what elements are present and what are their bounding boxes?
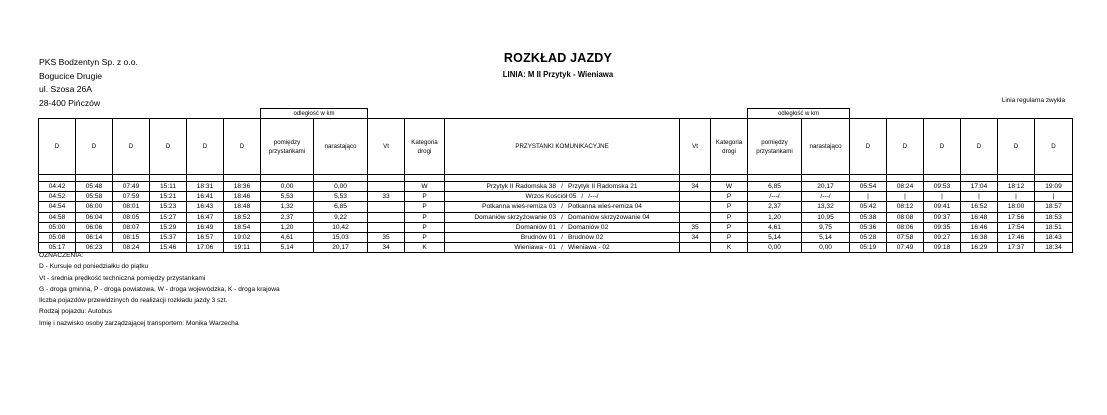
departure-time-outbound: 04:42 (39, 182, 76, 192)
stop-name-return: Domaniów 02 (567, 223, 609, 231)
stop-name-return: Przytyk II Radomska 21 (567, 183, 638, 191)
course-header: D (961, 119, 998, 175)
distance-cumulative-outbound: 10,42 (314, 222, 368, 232)
stop-name-outbound: Przytyk II Radomska 38 (486, 183, 557, 191)
departure-time-return: 08:12 (887, 202, 924, 212)
header-gap-row (39, 175, 1073, 182)
stops-header: PRZYSTANKI KOMUNIKACYJNE (445, 119, 680, 175)
speed-return (680, 192, 711, 202)
departure-time-return: 18:12 (998, 182, 1035, 192)
departure-time-outbound: 18:52 (224, 212, 261, 222)
departure-time-return: | (998, 192, 1035, 202)
table-row (39, 202, 1073, 212)
between-stops-header-left: pomiędzy przystankami (261, 119, 314, 175)
departure-time-return: 18:43 (1035, 232, 1073, 242)
stop-name-outbound: Domaniów skrzyżowanie 03 (474, 213, 557, 221)
departure-time-outbound: 08:07 (113, 222, 150, 232)
departure-time-return: 17:46 (998, 232, 1035, 242)
road-category-return: P (711, 202, 748, 212)
departure-time-outbound: 18:46 (224, 192, 261, 202)
timetable-body (39, 182, 1073, 253)
note-line: G - droga gminna, P - droga powiatowa, W - droga wojewódzka, K - droga krajowa (39, 285, 280, 293)
course-header: D (887, 119, 924, 175)
departure-time-return: 16:38 (961, 232, 998, 242)
stop-name-return: Domaniów skrzyżowanie 04 (567, 213, 650, 221)
departure-time-outbound: 04:54 (39, 202, 76, 212)
stop-name-outbound: Wrzos Kościół 05 (525, 193, 577, 201)
speed-outbound (368, 222, 405, 232)
road-category-outbound: P (405, 222, 445, 232)
table-row (39, 182, 1073, 192)
course-header: D (1035, 119, 1073, 175)
departure-time-return: 07:58 (887, 232, 924, 242)
stop-name-outbound: Wieniawa - 01 (514, 244, 557, 252)
departure-time-outbound: 06:23 (76, 243, 113, 253)
departure-time-return: 05:36 (850, 222, 887, 232)
distance-cumulative-outbound: 15,03 (314, 232, 368, 242)
stop-separator: / (561, 244, 563, 252)
stop-name-outbound: Potkanna wieś-remiza 03 (482, 203, 557, 211)
between-stops-header-right: pomiędzy przystankami (748, 119, 802, 175)
stop-cell (445, 232, 680, 242)
distance-cumulative-outbound: 9,22 (314, 212, 368, 222)
speed-return (680, 243, 711, 253)
distance-cumulative-outbound: 6,85 (314, 202, 368, 212)
road-category-return: K (711, 243, 748, 253)
distance-between-return: 4,61 (748, 222, 802, 232)
departure-time-return: | (961, 192, 998, 202)
distance-between-outbound: 1,32 (261, 202, 314, 212)
departure-time-return: 09:27 (924, 232, 961, 242)
header-row-main (39, 119, 1073, 175)
stop-name-return: Brudnów 02 (567, 234, 604, 242)
departure-time-return: | (924, 192, 961, 202)
departure-time-return: | (887, 192, 924, 202)
stop-separator: / (561, 203, 563, 211)
course-header: D (39, 119, 76, 175)
departure-time-outbound: 18:31 (187, 182, 224, 192)
distance-cumulative-return: 9,75 (802, 222, 850, 232)
departure-time-outbound: 15:46 (150, 243, 187, 253)
distance-cumulative-return: 20,17 (802, 182, 850, 192)
departure-time-outbound: 15:11 (150, 182, 187, 192)
departure-time-outbound: 04:58 (39, 212, 76, 222)
departure-time-return: 08:08 (887, 212, 924, 222)
departure-time-return: | (850, 192, 887, 202)
departure-time-outbound: 06:04 (76, 212, 113, 222)
departure-time-outbound: 08:01 (113, 202, 150, 212)
speed-outbound: 34 (368, 243, 405, 253)
departure-time-outbound: 15:37 (150, 232, 187, 242)
departure-time-outbound: 06:00 (76, 202, 113, 212)
road-category-header-left: Kategoria drogi (405, 119, 445, 175)
road-category-return: P (711, 232, 748, 242)
road-category-return: P (711, 192, 748, 202)
departure-time-outbound: 05:48 (76, 182, 113, 192)
company-info (39, 56, 138, 110)
course-header: D (850, 119, 887, 175)
departure-time-outbound: 19:02 (224, 232, 261, 242)
departure-time-return: 05:28 (850, 232, 887, 242)
departure-time-return: 07:49 (887, 243, 924, 253)
departure-time-return: 09:35 (924, 222, 961, 232)
departure-time-outbound: 05:08 (39, 232, 76, 242)
departure-time-return: 08:24 (887, 182, 924, 192)
departure-time-return: 09:37 (924, 212, 961, 222)
speed-return: 35 (680, 222, 711, 232)
speed-outbound: 35 (368, 232, 405, 242)
distance-group-header-right: odległość w km (748, 109, 850, 119)
departure-time-return: 05:19 (850, 243, 887, 253)
departure-time-return: 18:57 (1035, 202, 1073, 212)
course-header: D (224, 119, 261, 175)
departure-time-outbound: 07:59 (113, 192, 150, 202)
departure-time-outbound: 06:14 (76, 232, 113, 242)
distance-cumulative-return: 13,32 (802, 202, 850, 212)
departure-time-return: 17:54 (998, 222, 1035, 232)
departure-time-return: 17:56 (998, 212, 1035, 222)
departure-time-outbound: 06:06 (76, 222, 113, 232)
header-row-distance (39, 109, 1073, 119)
company-address-line1: Bogucice Drugie (39, 70, 103, 81)
vt-header-left: Vt (368, 119, 405, 175)
distance-between-outbound: 1,20 (261, 222, 314, 232)
departure-time-outbound: 16:43 (187, 202, 224, 212)
distance-between-outbound: 5,53 (261, 192, 314, 202)
distance-between-outbound: 2,37 (261, 212, 314, 222)
stop-cell (445, 212, 680, 222)
road-category-return: P (711, 212, 748, 222)
note-line: D - Kursuje od poniedziałku do piątku (39, 263, 149, 271)
notes-heading: OZNACZENIA: (39, 252, 84, 259)
departure-time-outbound: 15:27 (150, 212, 187, 222)
distance-between-outbound: 4,61 (261, 232, 314, 242)
stop-cell (445, 243, 680, 253)
distance-cumulative-return: 0,00 (802, 243, 850, 253)
speed-return: 34 (680, 182, 711, 192)
road-category-header-right: Kategoria drogi (711, 119, 748, 175)
table-row (39, 232, 1073, 242)
company-address-line2: ul. Szosa 26A (39, 84, 93, 95)
distance-between-return: 6,85 (748, 182, 802, 192)
road-category-outbound: P (405, 202, 445, 212)
stop-name-return: Potkanna wieś-remiza 04 (567, 203, 642, 211)
road-category-return: W (711, 182, 748, 192)
road-category-outbound: P (405, 212, 445, 222)
departure-time-outbound: 08:24 (113, 243, 150, 253)
stop-separator: / (561, 213, 563, 221)
stop-name-outbound: Domaniów 01 (515, 223, 557, 231)
title-block (400, 51, 716, 79)
departure-time-outbound: 18:36 (224, 182, 261, 192)
table-row (39, 192, 1073, 202)
departure-time-outbound: 19:11 (224, 243, 261, 253)
stop-separator: / (581, 193, 584, 201)
notes (39, 250, 280, 329)
speed-return (680, 202, 711, 212)
page-subtitle: LINIA: M II Przytyk - Wieniawa (502, 70, 614, 79)
note-line: Rodzaj pojazdu: Autobus (39, 308, 112, 316)
course-header: D (150, 119, 187, 175)
table-row (39, 222, 1073, 232)
departure-time-return: 18:34 (1035, 243, 1073, 253)
stop-name-return: /---/ (588, 193, 599, 201)
departure-time-return: 09:41 (924, 202, 961, 212)
stop-name-return: Wieniawa - 02 (567, 244, 610, 252)
course-header: D (998, 119, 1035, 175)
vt-header-right: Vt (680, 119, 711, 175)
departure-time-return: 16:46 (961, 222, 998, 232)
note-line: Ilczba pojazdów przewidzinych do realizacji rozkładu jazdy 3 szt. (39, 297, 228, 305)
departure-time-outbound: 08:15 (113, 232, 150, 242)
departure-time-outbound: 16:47 (187, 212, 224, 222)
departure-time-outbound: 18:54 (224, 222, 261, 232)
note-line: Imię i nazwisko osoby zarządzającej transportem: Monika Warzecha (39, 319, 239, 327)
company-name: PKS Bodzentyn Sp. z o.o. (39, 57, 138, 67)
page-title: ROZKŁAD JAZDY (503, 51, 613, 65)
speed-return (680, 212, 711, 222)
departure-time-return: | (1035, 192, 1073, 202)
speed-outbound (368, 182, 405, 192)
departure-time-return: 16:29 (961, 243, 998, 253)
departure-time-return: 18:00 (998, 202, 1035, 212)
departure-time-return: 09:18 (924, 243, 961, 253)
departure-time-outbound: 16:57 (187, 232, 224, 242)
departure-time-outbound: 05:58 (76, 192, 113, 202)
stop-cell (445, 182, 680, 192)
course-header: D (113, 119, 150, 175)
distance-between-outbound: 0,00 (261, 182, 314, 192)
distance-cumulative-return: /---/ (802, 192, 850, 202)
departure-time-outbound: 15:23 (150, 202, 187, 212)
distance-cumulative-return: 5,14 (802, 232, 850, 242)
departure-time-return: 16:52 (961, 202, 998, 212)
stop-separator: / (561, 234, 563, 242)
stop-cell (445, 222, 680, 232)
departure-time-outbound: 07:49 (113, 182, 150, 192)
road-category-outbound: P (405, 232, 445, 242)
departure-time-outbound: 15:21 (150, 192, 187, 202)
cumulative-header-right: narastająco (802, 119, 850, 175)
road-category-outbound: P (405, 192, 445, 202)
road-category-outbound: K (405, 243, 445, 253)
distance-between-return: 5,14 (748, 232, 802, 242)
road-category-return: P (711, 222, 748, 232)
distance-between-return: /---/ (748, 192, 802, 202)
departure-time-outbound: 18:48 (224, 202, 261, 212)
line-type-label: Linia regularna zwykła (1001, 97, 1065, 104)
distance-between-return: 0,00 (748, 243, 802, 253)
departure-time-outbound: 17:06 (187, 243, 224, 253)
course-header: D (76, 119, 113, 175)
departure-time-outbound: 15:29 (150, 222, 187, 232)
speed-outbound (368, 212, 405, 222)
departure-time-return: 17:37 (998, 243, 1035, 253)
company-address-line3: 28-400 Pińczów (39, 97, 101, 108)
stop-separator: / (561, 223, 563, 231)
course-header: D (924, 119, 961, 175)
departure-time-outbound: 04:52 (39, 192, 76, 202)
stop-name-outbound: Brudnów 01 (520, 234, 557, 242)
speed-return: 34 (680, 232, 711, 242)
distance-cumulative-outbound: 5,53 (314, 192, 368, 202)
road-category-outbound: W (405, 182, 445, 192)
distance-between-return: 1,20 (748, 212, 802, 222)
departure-time-return: 09:53 (924, 182, 961, 192)
departure-time-outbound: 05:00 (39, 222, 76, 232)
speed-outbound (368, 202, 405, 212)
departure-time-outbound: 05:17 (39, 243, 76, 253)
timetable (38, 108, 1073, 253)
note-line: Vt - średnia prędkość techniczna pomiędzy przystankami (39, 274, 206, 282)
departure-time-outbound: 16:49 (187, 222, 224, 232)
stop-cell (445, 192, 680, 202)
stop-cell (445, 202, 680, 212)
departure-time-return: 05:42 (850, 202, 887, 212)
distance-cumulative-outbound: 20,17 (314, 243, 368, 253)
departure-time-return: 05:38 (850, 212, 887, 222)
speed-outbound: 33 (368, 192, 405, 202)
departure-time-return: 16:48 (961, 212, 998, 222)
stop-separator: / (561, 183, 563, 191)
distance-group-header-left: odległość w km (261, 109, 368, 119)
distance-between-return: 2,37 (748, 202, 802, 212)
distance-between-outbound: 5,14 (261, 243, 314, 253)
departure-time-return: 08:06 (887, 222, 924, 232)
course-header: D (187, 119, 224, 175)
cumulative-header-left: narastająco (314, 119, 368, 175)
departure-time-return: 18:53 (1035, 212, 1073, 222)
departure-time-outbound: 08:05 (113, 212, 150, 222)
departure-time-return: 19:09 (1035, 182, 1073, 192)
departure-time-return: 18:51 (1035, 222, 1073, 232)
table-row (39, 212, 1073, 222)
departure-time-return: 05:54 (850, 182, 887, 192)
departure-time-return: 17:04 (961, 182, 998, 192)
distance-cumulative-outbound: 0,00 (314, 182, 368, 192)
distance-cumulative-return: 10,95 (802, 212, 850, 222)
departure-time-outbound: 16:41 (187, 192, 224, 202)
